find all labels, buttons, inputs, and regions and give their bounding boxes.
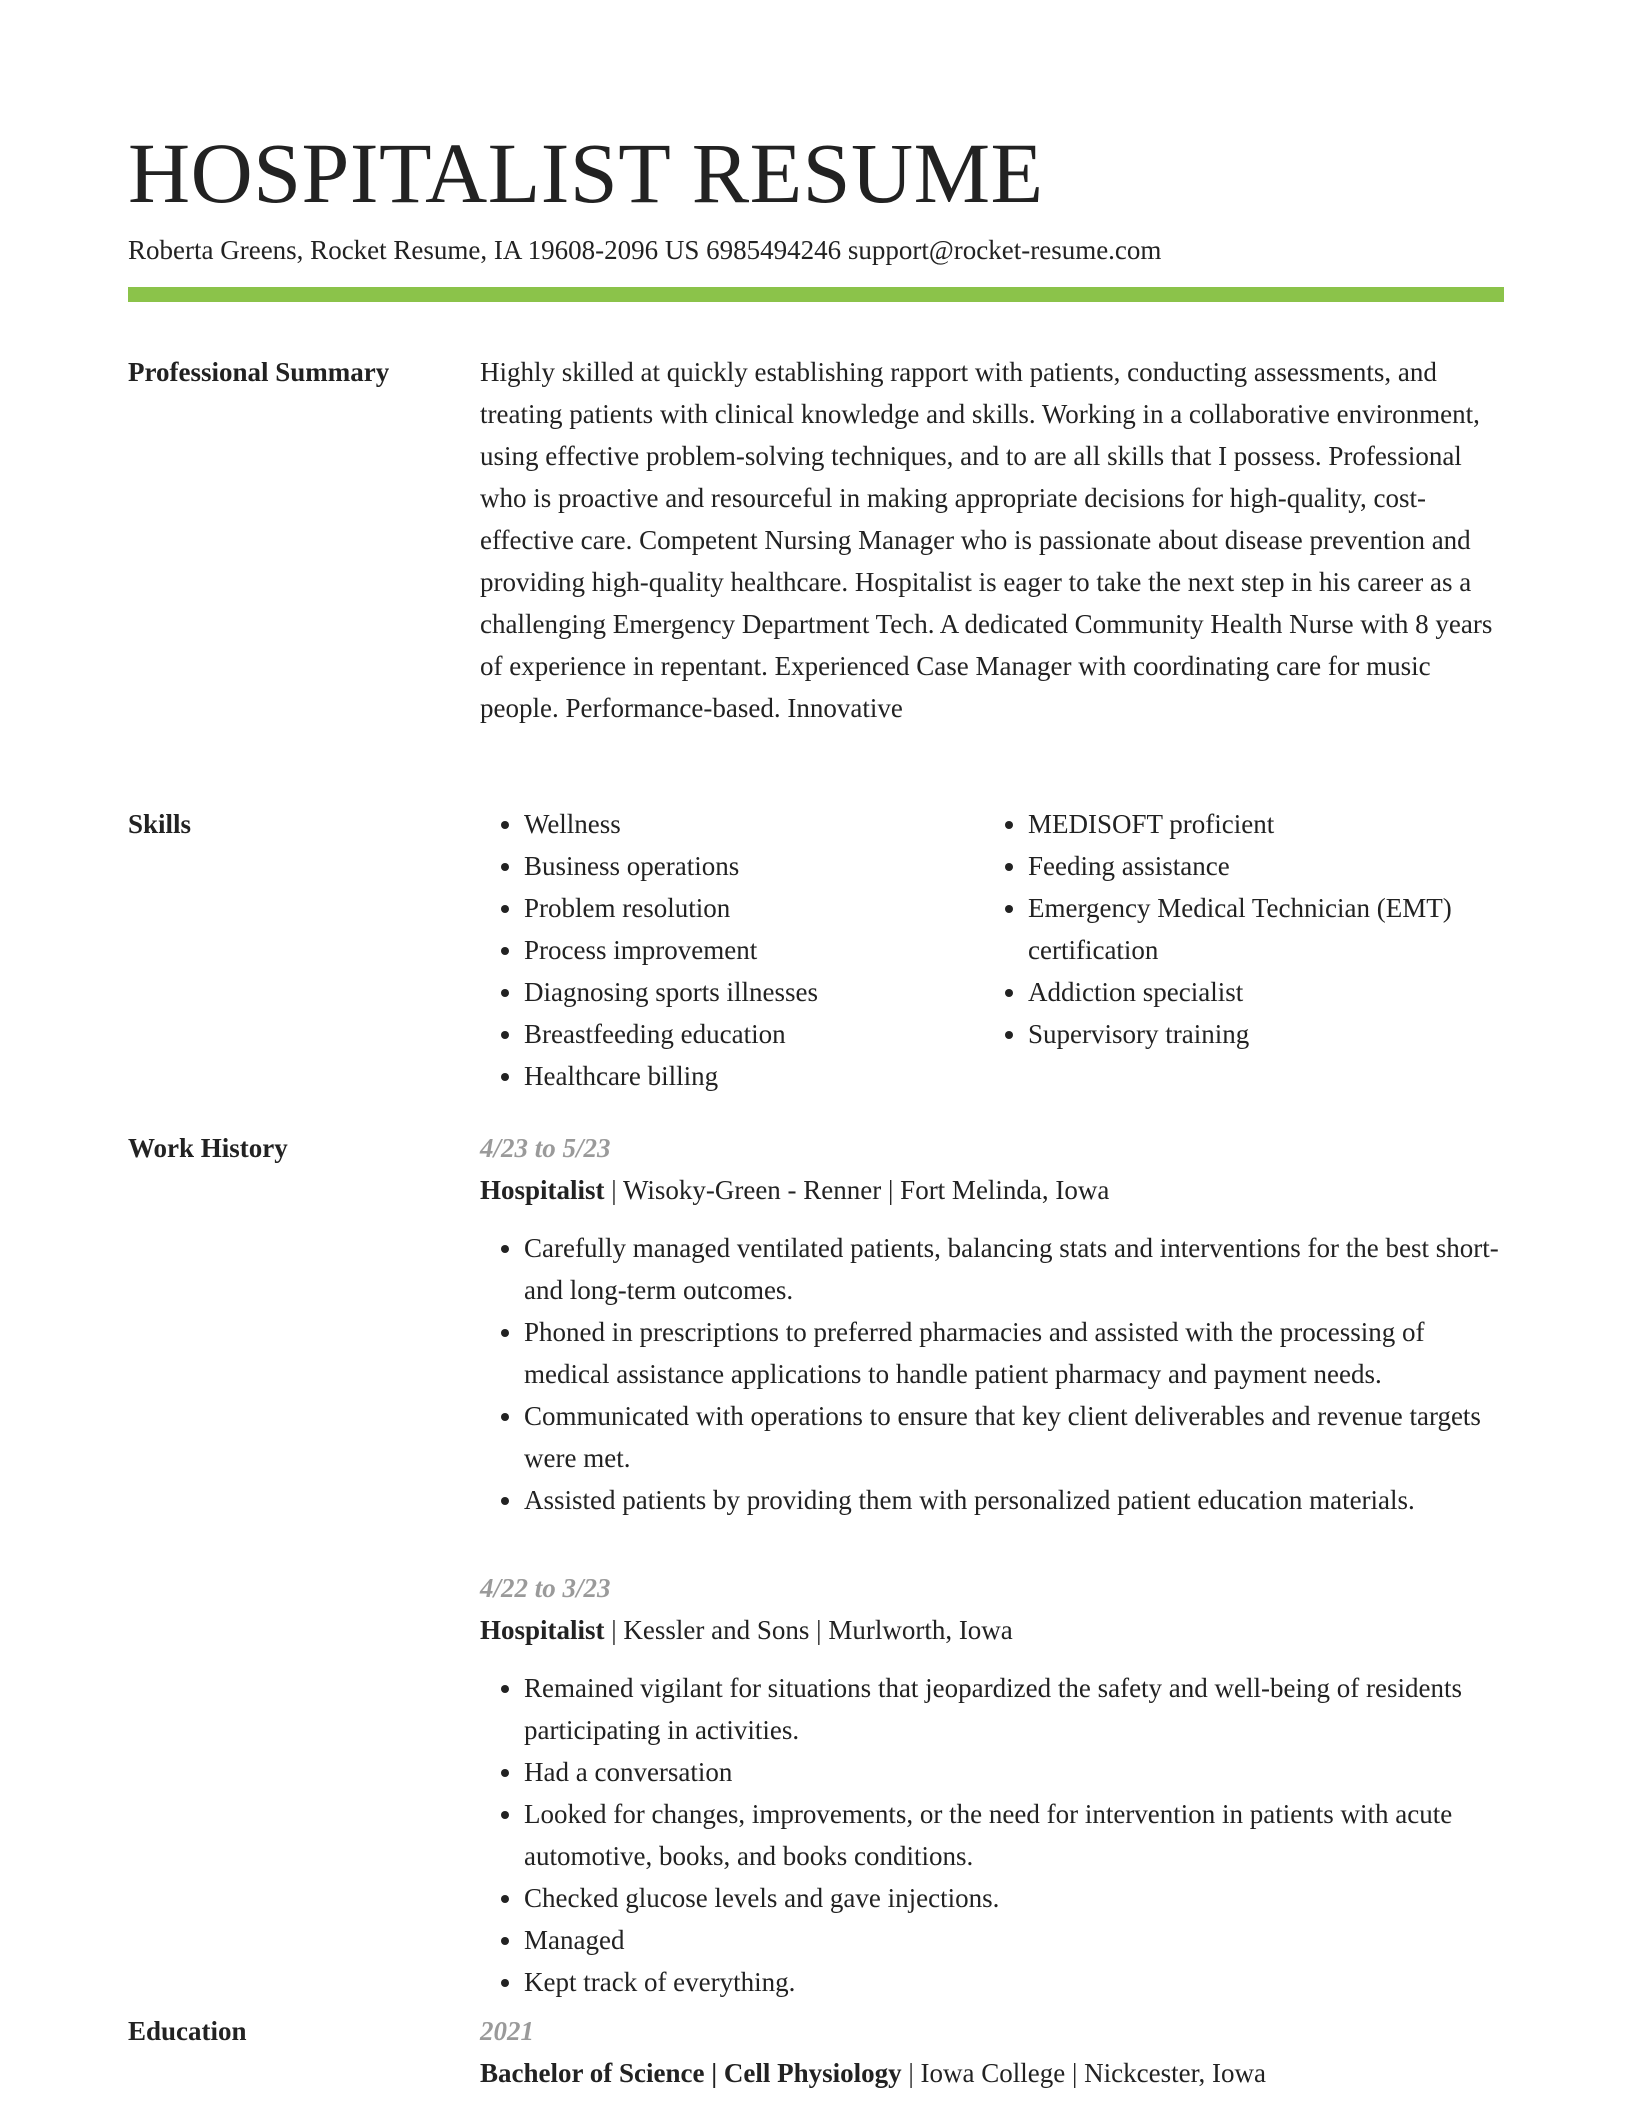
skill-item: • Breastfeeding education xyxy=(524,1013,984,1055)
skills-list-left xyxy=(480,803,984,1097)
education-section xyxy=(480,2010,1504,2094)
job-bullets xyxy=(480,1227,1504,1521)
education-heading: Education xyxy=(128,2016,247,2046)
education-year: 2021 xyxy=(480,2016,534,2046)
skill-item: • Emergency Medical Technician (EMT) certification xyxy=(1028,887,1504,971)
skills-heading: Skills xyxy=(128,809,192,839)
summary-section xyxy=(480,351,1504,729)
work-history-section xyxy=(480,1127,1504,2003)
job-bullets xyxy=(480,1667,1504,2003)
job-employer: | Wisoky-Green - Renner | Fort Melinda, Iowa xyxy=(604,1175,1110,1205)
skill-item: • Business operations xyxy=(524,845,984,887)
skills-list-right xyxy=(984,803,1504,1097)
summary-heading: Professional Summary xyxy=(128,357,390,387)
skill-item: • Addiction specialist xyxy=(1028,971,1504,1013)
job-bullet: • Had a conversation xyxy=(524,1751,1504,1793)
skill-item: • Wellness xyxy=(524,803,984,845)
job-title: Hospitalist xyxy=(480,1615,605,1645)
job-bullet: • Communicated with operations to ensure that key client deliverables and revenue targets were met. xyxy=(524,1395,1504,1479)
job-heading xyxy=(480,1169,1504,1211)
job-heading xyxy=(480,1609,1504,1651)
skill-item: • Problem resolution xyxy=(524,887,984,929)
job-dates: 4/23 to 5/23 xyxy=(480,1133,611,1163)
contact-line: Roberta Greens, Rocket Resume, IA 19608-2096 US 6985494246 support@rocket-resume.com xyxy=(128,235,1162,265)
education-degree: Bachelor of Science | Cell Physiology xyxy=(480,2058,902,2088)
education-school: | Iowa College | Nickcester, Iowa xyxy=(901,2058,1266,2088)
job-bullet: • Looked for changes, improvements, or the need for intervention in patients with acute automotive, books, and books conditions. xyxy=(524,1793,1504,1877)
job-bullet: • Managed xyxy=(524,1919,1504,1961)
job-entry xyxy=(480,1127,1504,1521)
accent-divider xyxy=(128,287,1504,302)
skill-item: • Process improvement xyxy=(524,929,984,971)
job-bullet: • Remained vigilant for situations that jeopardized the safety and well-being of residents participating in activities. xyxy=(524,1667,1504,1751)
job-bullet: • Phoned in prescriptions to preferred pharmacies and assisted with the processing of medical assistance applications to handle patient pharmacy and payment needs. xyxy=(524,1311,1504,1395)
skill-item: • MEDISOFT proficient xyxy=(1028,803,1504,845)
skills-section xyxy=(480,803,1504,1097)
skill-item: • Supervisory training xyxy=(1028,1013,1504,1055)
job-bullet: • Carefully managed ventilated patients, balancing stats and interventions for the best short- and long-term outcomes. xyxy=(524,1227,1504,1311)
resume-title: HOSPITALIST RESUME xyxy=(128,125,1044,221)
job-bullet: • Checked glucose levels and gave injections. xyxy=(524,1877,1504,1919)
skill-item: • Diagnosing sports illnesses xyxy=(524,971,984,1013)
education-heading-line xyxy=(480,2052,1504,2094)
job-dates: 4/22 to 3/23 xyxy=(480,1573,611,1603)
skill-item: • Feeding assistance xyxy=(1028,845,1504,887)
summary-text: Highly skilled at quickly establishing rapport with patients, conducting assessments, and treating patients with clinical knowledge and skills. Working in a collaborative environment, using effective problem-solving techniques, and to are all skills that I possess. Professional who is proactive and resourceful in making appropriate decisions for high-quality, cost-effective care. Competent Nursing Manager who is passionate about disease prevention and providing high-quality healthcare. Hospitalist is eager to take the next step in his career as a challenging Emergency Department Tech. A dedicated Community Health Nurse with 8 years of experience in repentant. Experienced Case Manager with coordinating care for music people. Performance-based. Innovative xyxy=(480,357,1493,723)
work-history-heading: Work History xyxy=(128,1133,288,1163)
job-employer: | Kessler and Sons | Murlworth, Iowa xyxy=(604,1615,1013,1645)
job-title: Hospitalist xyxy=(480,1175,605,1205)
job-bullet: • Kept track of everything. xyxy=(524,1961,1504,2003)
job-entry xyxy=(480,1567,1504,2003)
skill-item: • Healthcare billing xyxy=(524,1055,984,1097)
job-bullet: • Assisted patients by providing them with personalized patient education materials. xyxy=(524,1479,1504,1521)
